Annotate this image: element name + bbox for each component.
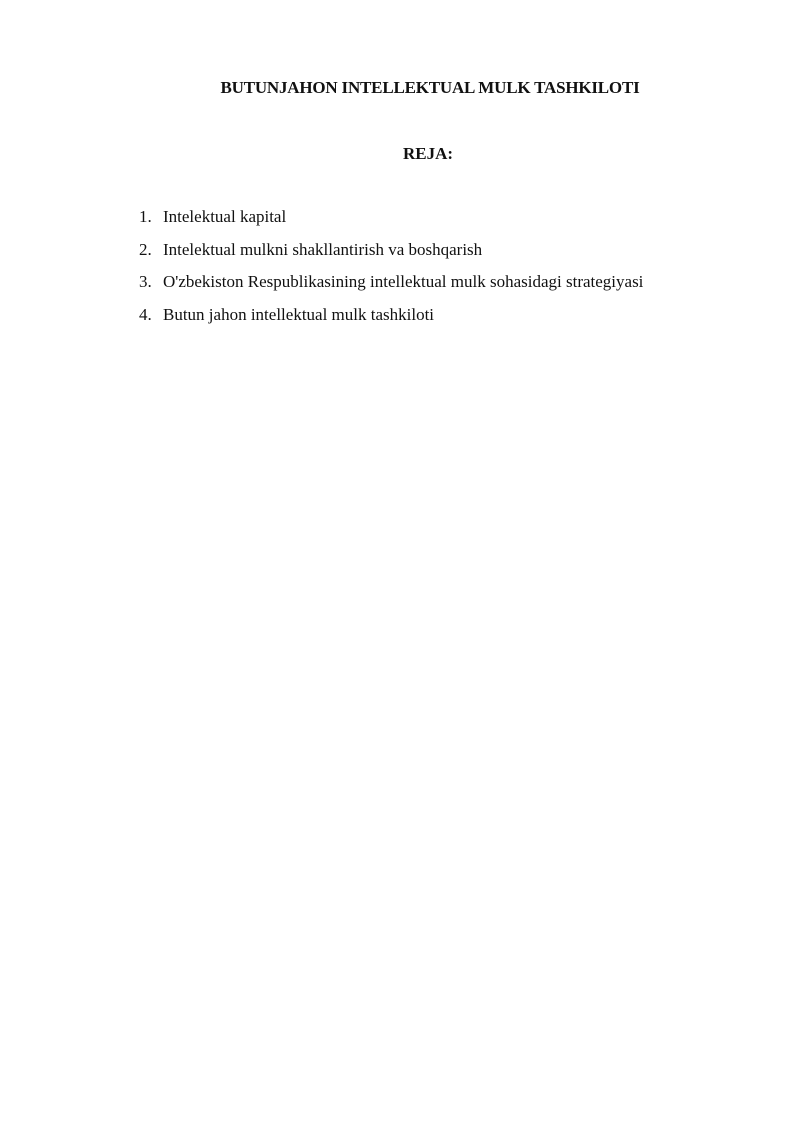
- plan-item-text: Butun jahon intellektual mulk tashkiloti: [163, 304, 435, 324]
- plan-item: [139, 271, 643, 304]
- plan-list: [139, 206, 643, 336]
- plan-item-number: 4.: [139, 304, 152, 324]
- plan-item-text: Intelektual mulkni shakllantirish va boshqarish: [163, 239, 483, 259]
- document-title: BUTUNJAHON INTELLEKTUAL MULK TASHKILOTI: [220, 78, 640, 97]
- plan-item-text: Intelektual kapital: [163, 207, 287, 226]
- plan-item-number: 2.: [139, 239, 152, 259]
- plan-item-number: 1.: [139, 207, 152, 226]
- plan-item-number: 3.: [139, 272, 152, 291]
- plan-item-text: O'zbekiston Respublikasining intellektual mulk sohasidagi strategiyasi: [163, 272, 644, 291]
- plan-item: [139, 239, 643, 272]
- plan-item: [139, 304, 643, 337]
- plan-heading: REJA:: [402, 144, 454, 163]
- plan-item: [139, 206, 643, 239]
